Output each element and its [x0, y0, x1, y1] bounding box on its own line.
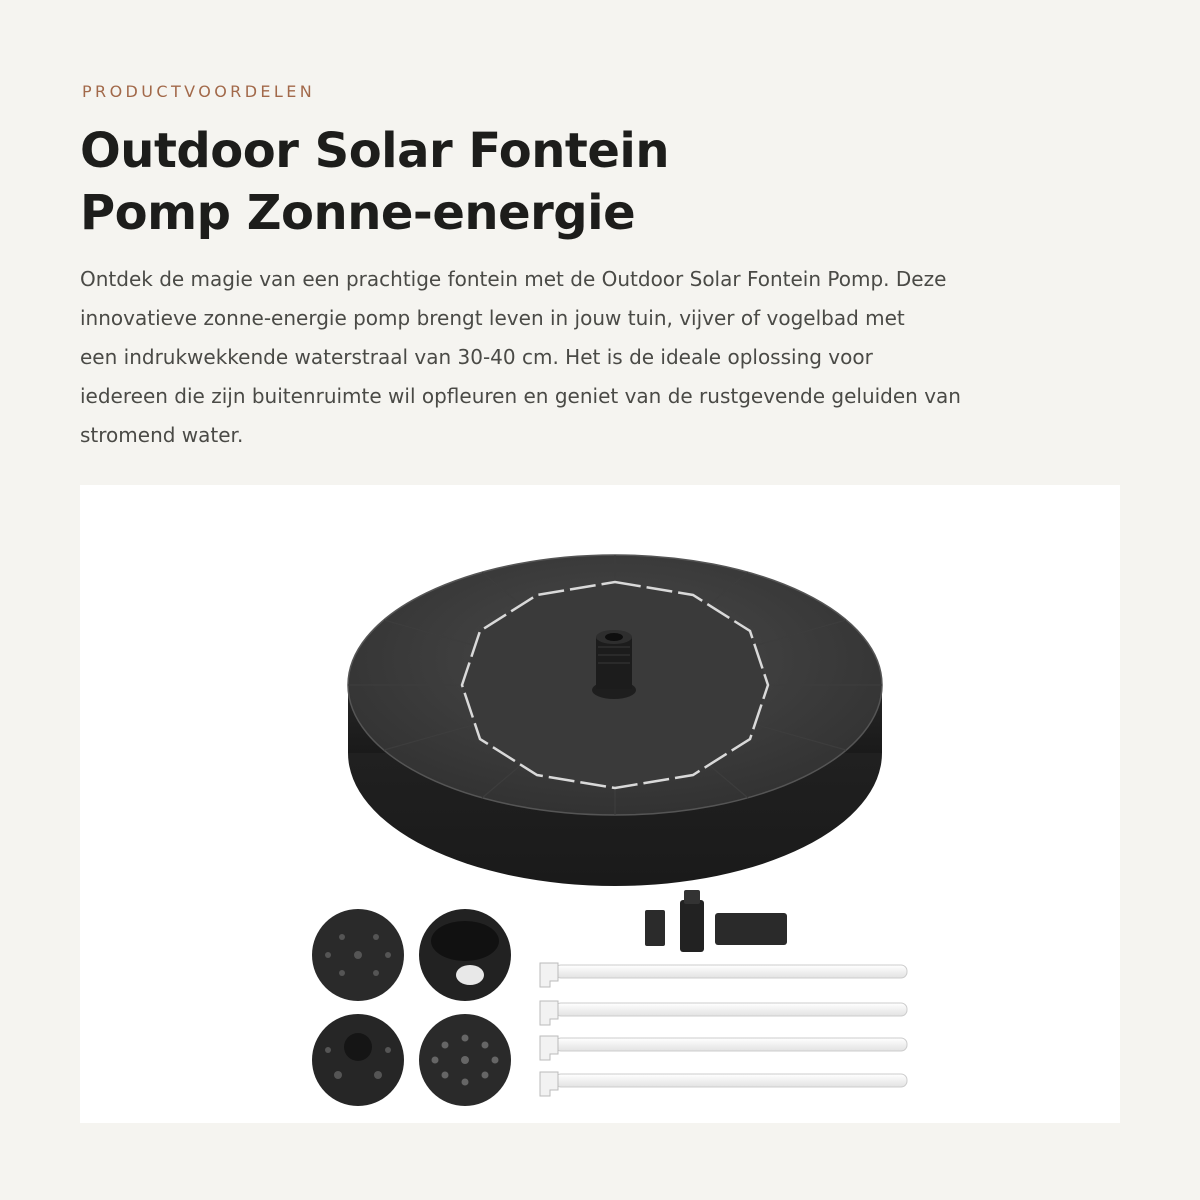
description-line: Ontdek de magie van een prachtige fontein met de Outdoor Solar Fontein Pomp. Deze	[80, 267, 947, 291]
description-line: stromend water.	[80, 423, 244, 447]
description-line: innovatieve zonne-energie pomp brengt leven in jouw tuin, vijver of vogelbad met	[80, 306, 905, 330]
spray-nozzle-cup	[419, 909, 511, 1001]
section-eyebrow: PRODUCTVOORDELEN	[82, 82, 316, 101]
product-image	[80, 485, 1120, 1123]
pipe-connectors	[645, 890, 787, 952]
solar-panel-disc	[348, 555, 882, 886]
page-title-line-2: Pomp Zonne-energie	[80, 185, 636, 241]
spray-nozzle-top-left	[312, 909, 404, 1001]
description-line: een indrukwekkende waterstraal van 30-40 cm. Het is de ideale oplossing voor	[80, 345, 873, 369]
extension-pipes	[540, 963, 907, 1096]
description-line: iedereen die zijn buitenruimte wil opfleuren en geniet van de rustgevende geluiden van	[80, 384, 961, 408]
page-title-line-1: Outdoor Solar Fontein	[80, 123, 670, 179]
spray-nozzle-bottom-right	[419, 1014, 511, 1106]
solar-fountain-pump-illustration	[80, 485, 1120, 1123]
spray-nozzle-bottom-left	[312, 1014, 404, 1106]
page-title	[80, 120, 1120, 244]
product-description	[80, 260, 1120, 455]
